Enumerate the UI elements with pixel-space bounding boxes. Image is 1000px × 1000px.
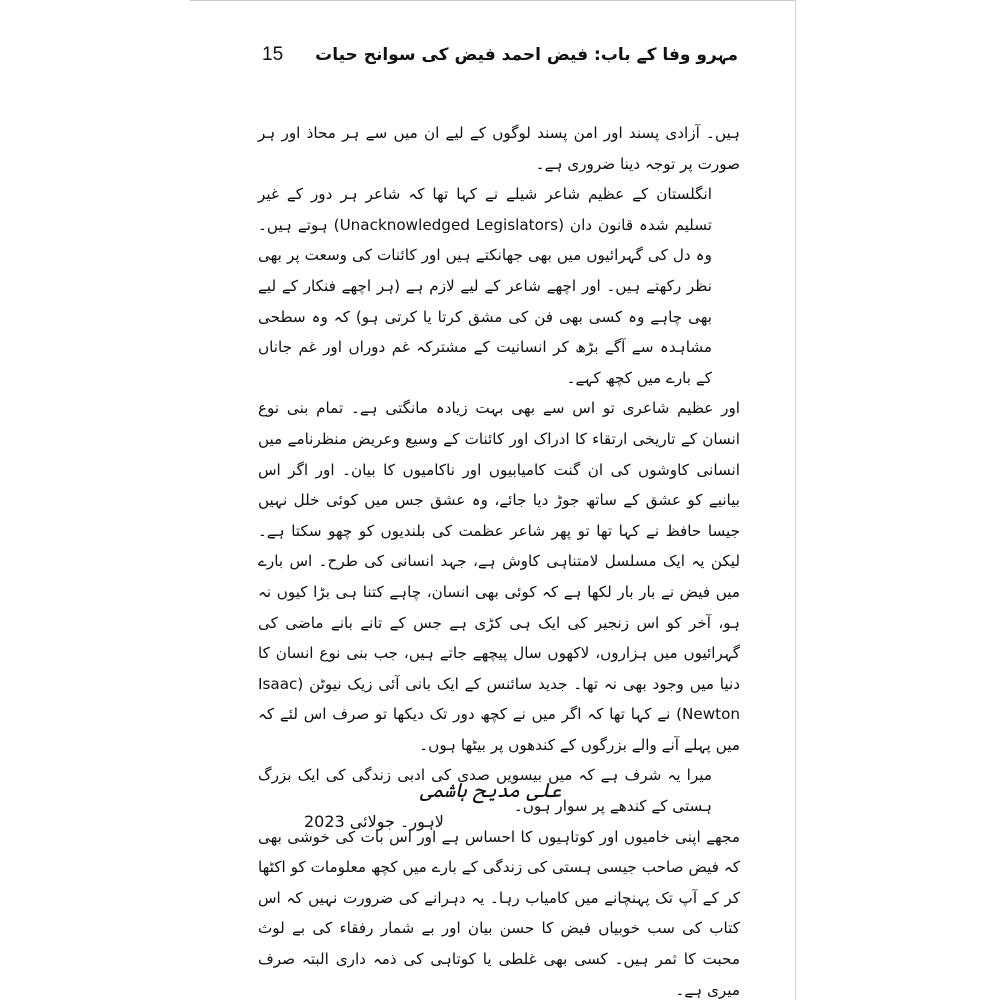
- paragraph: ہیں۔ آزادی پسند اور امن پسند لوگوں کے لیے ان میں سے ہر محاذ اور ہر صورت پر توجہ دینا ضروری ہے۔: [258, 124, 740, 173]
- body-text: [258, 118, 740, 1000]
- place-date: لاہور۔ جولائی 2023: [304, 812, 444, 831]
- paragraph: میرا یہ شرف ہے کہ میں بیسویں صدی کی ادبی زندگی کی ایک بزرگ ہستی کے کندھے پر سوار ہوں۔: [258, 766, 712, 816]
- author-signature: علی مدیح ہاشمی: [420, 778, 562, 802]
- page-number: 15: [262, 44, 284, 65]
- paragraph: اور عظیم شاعری تو اس سے بھی بہت زیادہ مانگتی ہے۔ تمام بنی نوع انسان کے تاریخی ارتقاء کا ادراک اور کائنات کے وسیع وعریض منظرنامے میں انسانی کاوشوں کی ان گنت کامیابیوں اور ناکامیوں کا بیان۔ اور اگر اس بیانیے کو عشق کے ساتھ جوڑ دیا جائے، وہ عشق جس میں کوئی خلل نہیں جیسا حافظ نے کہا تھا تو پھر شاعر عظمت کی بلندیوں کو چھو سکتا ہے۔ لیکن یہ ایک مسلسل لامتناہی کاوش ہے، جہد انسانی کی طرح۔ اس بارے میں فیض نے بار بار لکھا ہے کہ کوئی بھی انسان، چاہے کتنا ہی بڑا کیوں نہ ہو، آخر کو اس زنجیر کی ایک ہی کڑی ہے جس کے تانے بانے ماضی کی گہرائیوں میں ہزاروں، لاکھوں سال پیچھے جاتے ہیں، جب بنی نوع انسان کا دنیا میں وجود بھی نہ تھا۔ جدید سائنس کے ایک بانی آئی زیک نیوٹن (Isaac Newton) نے کہا تھا کہ اگر میں نے کچھ دور تک دیکھا تو صرف اس لئے کہ میں پہلے آنے والے بزرگوں کے کندھوں پر بیٹھا ہوں۔: [258, 399, 740, 754]
- paragraph: مجھے اپنی خامیوں اور کوتاہیوں کا احساس ہے اور اس بات کی خوشی بھی کہ فیض صاحب جیسی ہستی کی زندگی کے بارے میں کچھ معلومات کو اکٹھا کر کے آپ تک پہنچانے میں کامیاب رہا۔ یہ دہرانے کی ضرورت نہیں کہ اس کتاب کی سب خوبیاں فیض کا حسن بیان اور بے شمار رفقاء کی بے لوث محبت کا ثمر ہیں۔ کسی بھی غلطی یا کوتاہی کی ذمہ داری البتہ صرف میری ہے۔: [258, 827, 740, 999]
- page-right-edge: [795, 0, 796, 1000]
- page-top-edge: [190, 0, 796, 1]
- paragraph: انگلستان کے عظیم شاعر شیلے نے کہا تھا کہ شاعر ہر دور کے غیر تسلیم شدہ قانون دان (Unacknowledged Legislators) ہوتے ہیں۔ وہ دل کی گہرائیوں میں بھی جھانکتے ہیں اور کائنات کی وسعت پر بھی نظر رکھتے ہیں۔ اور اچھے شاعر کے لیے لازم ہے (ہر اچھے فنکار کے لیے بھی چاہے وہ کسی بھی فن کی مشق کرتا یا کرتی ہو) کہ وہ سطحی مشاہدہ سے آگے بڑھ کر انسانیت کے مشترکہ غم دوراں اور غم جاناں کے بارے میں کچھ کہے۔: [258, 185, 712, 387]
- running-title: مہرو وفا کے باب: فیض احمد فیض کی سوانح حیات: [315, 45, 738, 65]
